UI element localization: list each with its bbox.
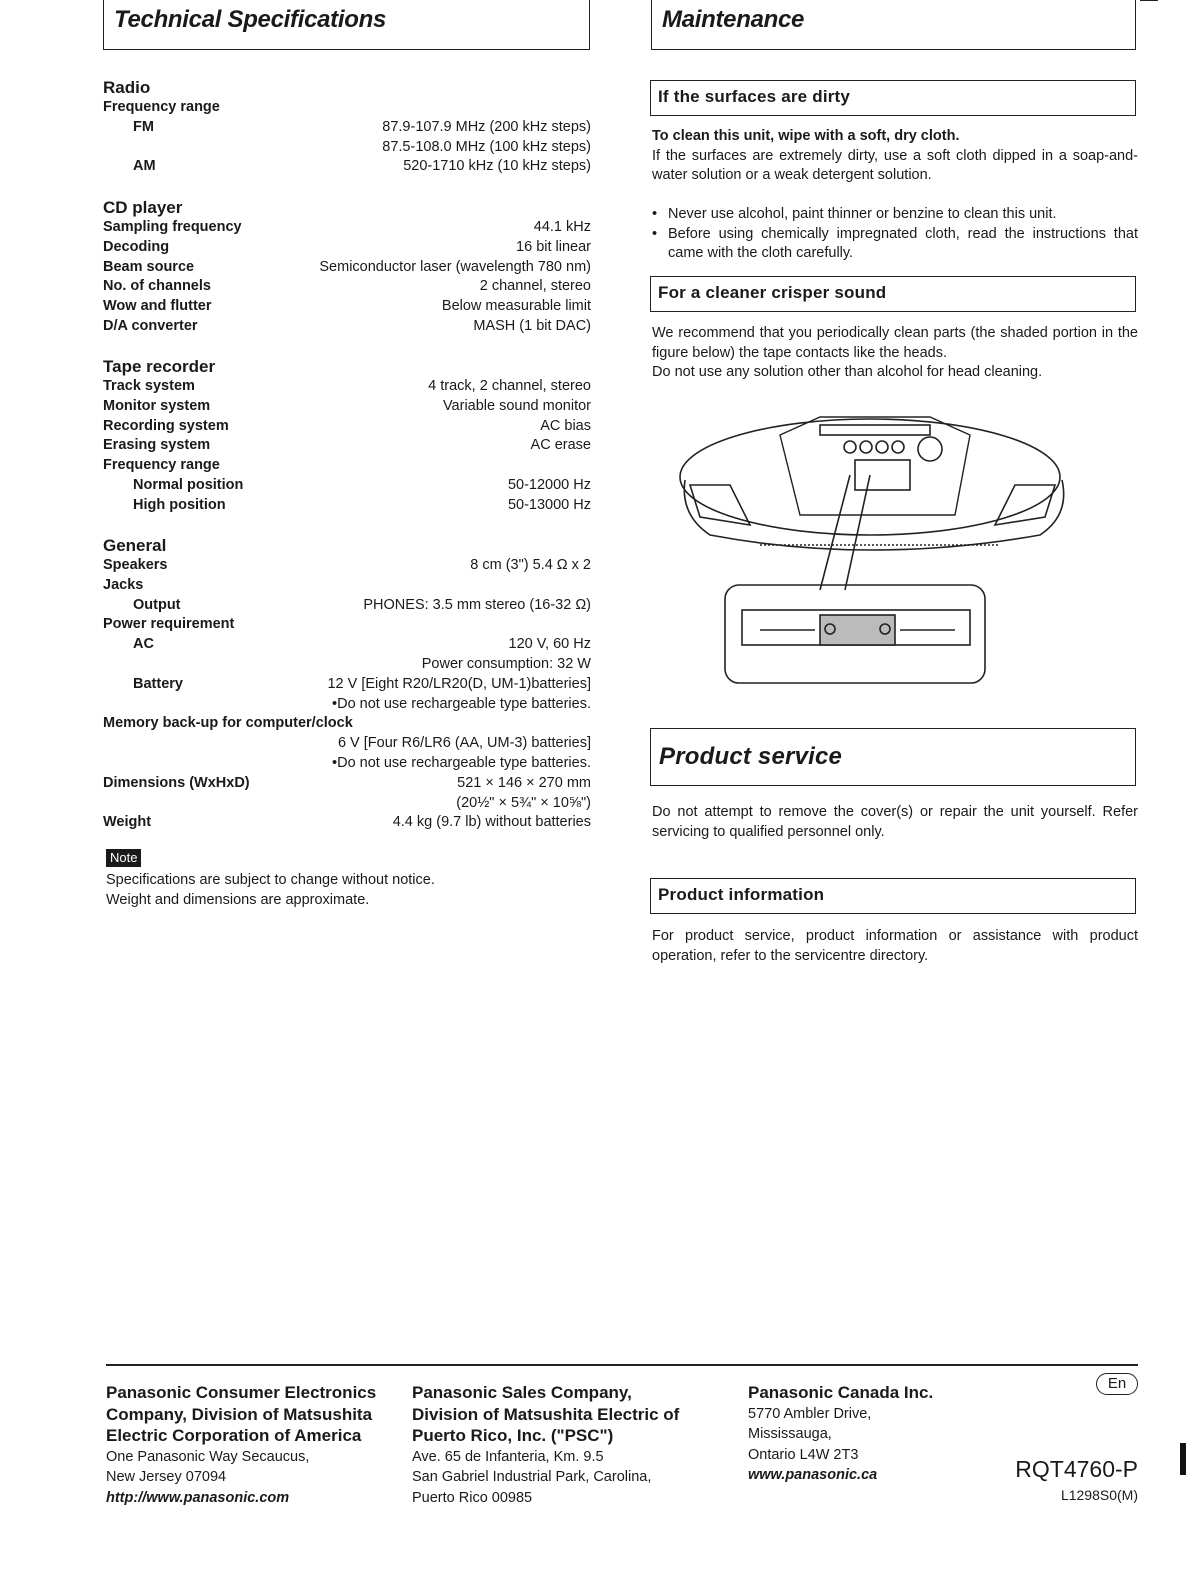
spec-label: Wow and flutter xyxy=(103,298,212,315)
spec-label: Frequency range xyxy=(103,99,220,115)
spec-label: Jacks xyxy=(103,576,144,593)
address-line: One Panasonic Way Secaucus, xyxy=(106,1448,310,1465)
spec-value: 87.9-107.9 MHz (200 kHz steps) xyxy=(382,118,591,135)
spec-value: 44.1 kHz xyxy=(533,219,591,235)
spec-label: Sampling frequency xyxy=(103,219,242,235)
general-title: General xyxy=(103,536,167,555)
display-strip xyxy=(820,425,930,435)
spec-label: Power requirement xyxy=(103,616,235,633)
spec-value: 50-13000 Hz xyxy=(507,496,591,513)
tape-recorder-specs xyxy=(103,357,591,516)
spec-label: High position xyxy=(133,496,226,513)
footer-ca-office xyxy=(748,1382,968,1486)
spec-row xyxy=(103,754,591,774)
company-name: Puerto Rico, Inc. ("PSC") xyxy=(412,1426,614,1445)
spec-row xyxy=(103,695,591,715)
spec-row xyxy=(103,794,591,814)
footer-divider xyxy=(106,1364,1138,1366)
spec-value: Variable sound monitor xyxy=(442,397,591,414)
crisper-body: We recommend that you periodically clean parts (the shaded portion in the figure below) the tape contacts like the heads. xyxy=(652,325,1138,361)
spec-value: •Do not use rechargeable type batteries. xyxy=(332,754,591,771)
address-line: San Gabriel Industrial Park, Carolina, xyxy=(412,1469,652,1485)
spec-value: Semiconductor laser (wavelength 780 nm) xyxy=(319,258,591,275)
spec-row xyxy=(103,655,591,675)
spec-value: 12 V [Eight R20/LR20(D, UM-1)batteries] xyxy=(327,675,591,692)
spec-label: No. of channels xyxy=(103,278,211,295)
surfaces-body: If the surfaces are extremely dirty, use a soft cloth dipped in a soap-and-water solution or a weak detergent solution. xyxy=(652,147,1138,183)
spec-row xyxy=(103,317,591,337)
spec-value: 6 V [Four R6/LR6 (AA, UM-3) batteries] xyxy=(337,735,591,752)
bullet-item: • Never use alcohol, paint thinner or benzine to clean this unit. xyxy=(652,205,1138,225)
spec-label: Decoding xyxy=(103,238,170,255)
specs-heading: Technical Specifications xyxy=(103,0,590,50)
spec-row xyxy=(103,118,591,138)
address-line: Ontario L4W 2T3 xyxy=(748,1446,859,1463)
language-badge: En xyxy=(1096,1373,1138,1395)
footer-us-office xyxy=(106,1382,406,1508)
address-line: Ave. 65 de Infanteria, Km. 9.5 xyxy=(412,1448,604,1465)
bullet-item: • Before using chemically impregnated cloth, read the instructions that came with the cloth carefully. xyxy=(652,225,1138,264)
model-number: RQT4760-P xyxy=(1015,1456,1138,1482)
spec-row xyxy=(103,417,591,437)
note-badge: Note xyxy=(106,849,141,867)
surfaces-heading: If the surfaces are dirty xyxy=(650,80,1136,116)
spec-label: Erasing system xyxy=(103,437,211,454)
spec-row xyxy=(103,496,591,516)
spec-label: Dimensions (WxHxD) xyxy=(103,774,250,791)
spec-row xyxy=(103,714,591,734)
callout-line-left xyxy=(820,475,850,590)
surfaces-bullets xyxy=(652,205,1138,264)
spec-label: FM xyxy=(133,118,154,135)
product-information-heading: Product information xyxy=(650,878,1136,914)
spec-label: Track system xyxy=(103,378,195,394)
spec-value: •Do not use rechargeable type batteries. xyxy=(332,695,591,712)
spec-label: Battery xyxy=(133,675,183,692)
spec-row xyxy=(103,98,591,118)
control-panel xyxy=(780,417,970,515)
company-name: Panasonic Canada Inc. xyxy=(748,1383,934,1402)
spec-value: 50-12000 Hz xyxy=(507,476,591,493)
address-line: 5770 Ambler Drive, xyxy=(748,1405,872,1422)
dial xyxy=(918,437,942,461)
right-speaker-grille xyxy=(995,485,1055,525)
spec-row xyxy=(103,138,591,158)
spec-label: Speakers xyxy=(103,557,168,573)
company-name: Division of Matsushita Electric of xyxy=(412,1404,680,1424)
spec-row xyxy=(103,218,591,238)
spec-row xyxy=(103,456,591,476)
spec-label: Normal position xyxy=(133,476,244,493)
address-line: New Jersey 07094 xyxy=(106,1469,227,1485)
edge-mark xyxy=(1180,1443,1186,1475)
spec-value: (20½" × 5¾" × 10⅝") xyxy=(456,794,591,811)
spec-value: Power consumption: 32 W xyxy=(421,655,591,672)
spec-value: PHONES: 3.5 mm stereo (16-32 Ω) xyxy=(363,596,591,613)
spec-row xyxy=(103,596,591,616)
spec-row xyxy=(103,774,591,794)
spec-row xyxy=(103,377,591,397)
product-information-text: For product service, product information or assistance with product operation, refer to the servicentre directory. xyxy=(652,928,1138,964)
corner-mark xyxy=(1140,0,1158,1)
radio-title: Radio xyxy=(103,78,151,97)
tape-recorder-title: Tape recorder xyxy=(103,357,216,376)
spec-value: 4.4 kg (9.7 lb) without batteries xyxy=(392,814,591,831)
radio-specs xyxy=(103,78,591,177)
spec-value: 16 bit linear xyxy=(516,238,591,255)
website-link[interactable]: www.panasonic.ca xyxy=(748,1467,878,1483)
spec-label: Frequency range xyxy=(103,457,220,474)
crisper-sound-heading: For a cleaner crisper sound xyxy=(650,276,1136,312)
cd-player-specs xyxy=(103,198,591,337)
spec-value: 120 V, 60 Hz xyxy=(508,636,591,653)
general-specs xyxy=(103,536,591,833)
spec-value: AC bias xyxy=(540,417,591,434)
maintenance-heading: Maintenance xyxy=(651,0,1136,50)
spec-value: 87.5-108.0 MHz (100 kHz steps) xyxy=(382,138,591,155)
cd-player-title: CD player xyxy=(103,198,183,217)
spec-value: 8 cm (3") 5.4 Ω x 2 xyxy=(470,557,591,573)
spec-row xyxy=(103,476,591,496)
spec-row xyxy=(103,258,591,278)
address-line: Mississauga, xyxy=(748,1426,832,1442)
spec-row xyxy=(103,277,591,297)
surfaces-text xyxy=(652,127,1138,186)
tape-heads-shaded xyxy=(820,615,895,645)
crisper-sound-text xyxy=(652,324,1138,383)
spec-value: Below measurable limit xyxy=(441,298,591,315)
cassette-door xyxy=(855,460,910,490)
spec-label: Memory back-up for computer/clock xyxy=(103,715,353,732)
company-name: Electric Corporation of America xyxy=(106,1426,362,1445)
spec-value: 521 × 146 × 270 mm xyxy=(457,774,591,791)
product-service-text: Do not attempt to remove the cover(s) or repair the unit yourself. Refer servicing to qualified personnel only. xyxy=(652,804,1138,840)
spec-value: 4 track, 2 channel, stereo xyxy=(428,378,591,394)
spec-label: D/A converter xyxy=(103,317,198,334)
crisper-body: Do not use any solution other than alcohol for head cleaning. xyxy=(652,364,1043,380)
spec-label: Beam source xyxy=(103,258,195,275)
spec-row xyxy=(103,734,591,754)
note-text xyxy=(106,870,435,910)
callout-line-right xyxy=(845,475,870,590)
spec-label: AC xyxy=(133,636,154,653)
spec-label: Output xyxy=(133,596,181,613)
spec-row xyxy=(103,675,591,695)
surfaces-lead: To clean this unit, wipe with a soft, dry cloth. xyxy=(652,128,960,144)
footer-pr-office xyxy=(412,1382,712,1508)
spec-row xyxy=(103,813,591,833)
spec-label xyxy=(103,655,133,675)
spec-row xyxy=(103,436,591,456)
spec-label: AM xyxy=(133,158,156,175)
spec-row xyxy=(103,556,591,576)
spec-label: Recording system xyxy=(103,417,229,434)
company-name: Company, Division of Matsushita xyxy=(106,1404,373,1424)
spec-row xyxy=(103,157,591,177)
note-line: Specifications are subject to change without notice. xyxy=(106,872,435,888)
address-line: Puerto Rico 00985 xyxy=(412,1489,533,1506)
spec-row xyxy=(103,635,591,655)
spec-label xyxy=(103,138,133,158)
website-link[interactable]: http://www.panasonic.com xyxy=(106,1489,290,1506)
company-name: Panasonic Consumer Electronics xyxy=(106,1383,377,1402)
note-line: Weight and dimensions are approximate. xyxy=(106,892,370,908)
spec-row xyxy=(103,397,591,417)
spec-label: Monitor system xyxy=(103,397,211,414)
spec-row xyxy=(103,615,591,635)
spec-row xyxy=(103,576,591,596)
product-service-heading: Product service xyxy=(650,728,1136,786)
spec-row xyxy=(103,238,591,258)
spec-value: MASH (1 bit DAC) xyxy=(473,317,591,334)
spec-label: Weight xyxy=(103,814,152,831)
company-name: Panasonic Sales Company, xyxy=(412,1383,632,1402)
boombox-figure xyxy=(670,405,1080,690)
spec-row xyxy=(103,297,591,317)
spec-value: 2 channel, stereo xyxy=(479,278,591,295)
spec-value: 520-1710 kHz (10 kHz steps) xyxy=(403,158,591,175)
print-code: L1298S0(M) xyxy=(1060,1487,1138,1503)
spec-label xyxy=(103,695,133,715)
spec-value: AC erase xyxy=(530,437,591,454)
